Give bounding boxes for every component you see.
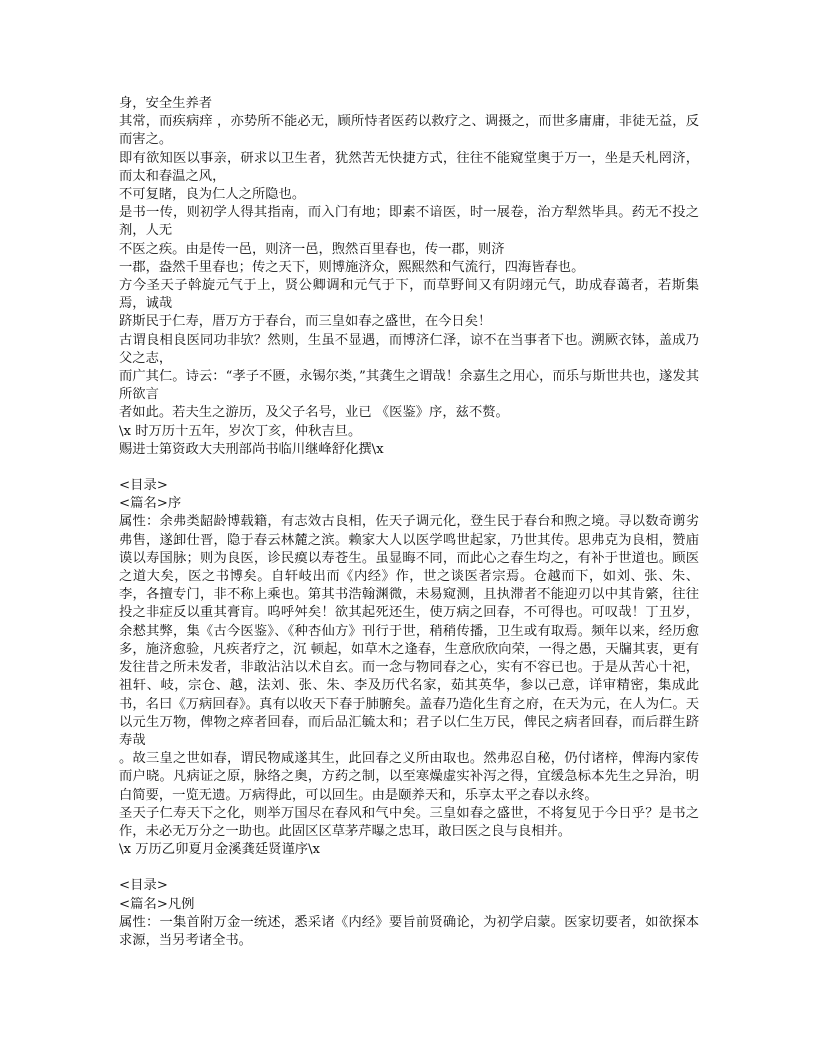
section-gap	[119, 859, 699, 877]
document-body	[119, 95, 699, 950]
fanli-paragraph: 属性：一集首附万金一统述，悉采诸《内经》要旨前贤确论，为初学启蒙。医家切要者，如欲探本求源，当另考诸全书。	[119, 914, 699, 948]
text-line: 而广其仁。诗云：“孝子不匮，永锡尔类，”其龚生之谓哉！余嘉生之用心，而乐与斯世共也，遂发其所欲言	[119, 369, 699, 403]
text-line: 即有欲知医以事亲，研求以卫生者，犹然苦无快捷方式，往往不能窥堂奥于万一，坐是夭札罔济，而太和春温之风，	[119, 150, 699, 184]
toc-marker: <目录>	[119, 478, 168, 494]
date-line: \x 时万历十五年，岁次丁亥，仲秋吉旦。	[119, 423, 362, 439]
section-title: <篇名>凡例	[119, 896, 195, 912]
text-line: 其常，而疾病痒 ，亦势所不能必无，顾所恃者医药以救疗之、调摄之，而世多庸庸，非徒无益，反而害之。	[119, 114, 699, 148]
preface-paragraph: 属性：余弗类龆龄博载籍，有志效古良相，佐天子调元化，登生民于春台和煦之境。寻以数奇谫劣弗售，遂卸仕晋，隐于春云林麓之滨。赖家大人以医学鸣世起家，乃世其传。思弗克为良相，赞庙谟以寿国脉；则为良医，诊民瘼以寿苍生。虽显晦不同，而此心之春生均之，有补于世道也。顾医之道大矣，医之书博矣。自轩岐出而《内经》作，世之谈医者宗焉。仓越而下，如刘、张、朱、李，各擅专门，非不称上乘也。第其书浩翰渊微，未易窥测，且执滞者不能迎刃以中其肯綮，往往投之非症反以重其膏肓。呜呼舛矣！欲其起死还生，使万病之回春，不可得也。可叹哉！丁丑岁，余慭其弊，集《古今医鉴》、《种杏仙方》刊行于世，稍稍传播，卫生或有取焉。频年以来，经历愈多，施济愈验，凡疾者疗之，沉 顿起，如草木之逢春，生意欣欣向荣，一得之愚，天牖其衷，更有发往昔之所未发者，非敢沾沾以术自玄。而一念与物同春之心，实有不容已也。于是从苦心十祀，祖轩、岐，宗仓、越，法刘、张、朱、李及历代名家，茹其英华，参以己意，详审精密，集成此书，名曰《万病回春》。真有以收天下春于肺腑矣。盖春乃造化生育之府，在天为元，在人为仁。天以元生万物，俾物之瘁者回春，而后品汇毓太和；君子以仁生万民，俾民之病者回春，而后群生跻寿哉	[119, 514, 699, 748]
section-gap	[119, 459, 699, 477]
text-line: 一郡，盎然千里春也；传之天下，则博施济众，熙熙然和气流行，四海皆春也。	[119, 259, 585, 275]
author-line: 赐进士第资政大夫刑部尚书临川继峰舒化撰\x	[119, 441, 384, 457]
preface-paragraph: 。故三皇之世如春，谓民物咸遂其生，此回春之义所由取也。然弗忍自秘，仍付诸梓，俾海内家传而户晓。凡病证之原，脉络之奥，方药之制，以至寒燥虚实补泻之得，宜缓急标本先生之异治，明白简要，一览无遗。万病得此，可以回生。由是颐养天和，乐享太平之春以永终。	[119, 751, 699, 803]
text-line: 者如此。若夫生之游历，及父子名号，业已 《医鉴》序，兹不赘。	[119, 405, 509, 421]
text-line: 跻斯民于仁寿，厝万方于春台，而三皇如春之盛世，在今日矣！	[119, 314, 492, 330]
text-line: 不可复睹，良为仁人之所隐也。	[119, 187, 306, 203]
toc-marker: <目录>	[119, 878, 168, 894]
text-line: 方今圣天子斡旋元气于上，贤公卿调和元气于下，而草野间又有阴翊元气，助成春蔼者，若斯集焉，诚哉	[119, 278, 699, 312]
signature-line: \x 万历乙卯夏月金溪龚廷贤谨序\x	[119, 842, 321, 858]
text-line: 古谓良相良医同功非欤？然则，生虽不显遇，而博济仁泽，谅不在当事者下也。溯厥衣钵，盖成乃父之志，	[119, 332, 699, 366]
preface-paragraph: 圣天子仁寿天下之化，则举万国尽在春风和气中矣。三皇如春之盛世，不将复见于今日乎？是书之作，未必无万分之一助也。此固区区草茅芹曝之忠耳，敢曰医之良与良相并。	[119, 805, 699, 839]
text-line: 身，安全生养者	[119, 96, 213, 111]
text-line: 是书一传，则初学人得其指南，而入门有地；即素不谙医，时一展卷，治方犁然毕具。药无不投之剂，人无	[119, 205, 699, 239]
section-title: <篇名>序	[119, 496, 182, 512]
text-line: 不医之疾。由是传一邑，则济一邑，煦然百里春也，传一郡，则济	[119, 241, 505, 257]
